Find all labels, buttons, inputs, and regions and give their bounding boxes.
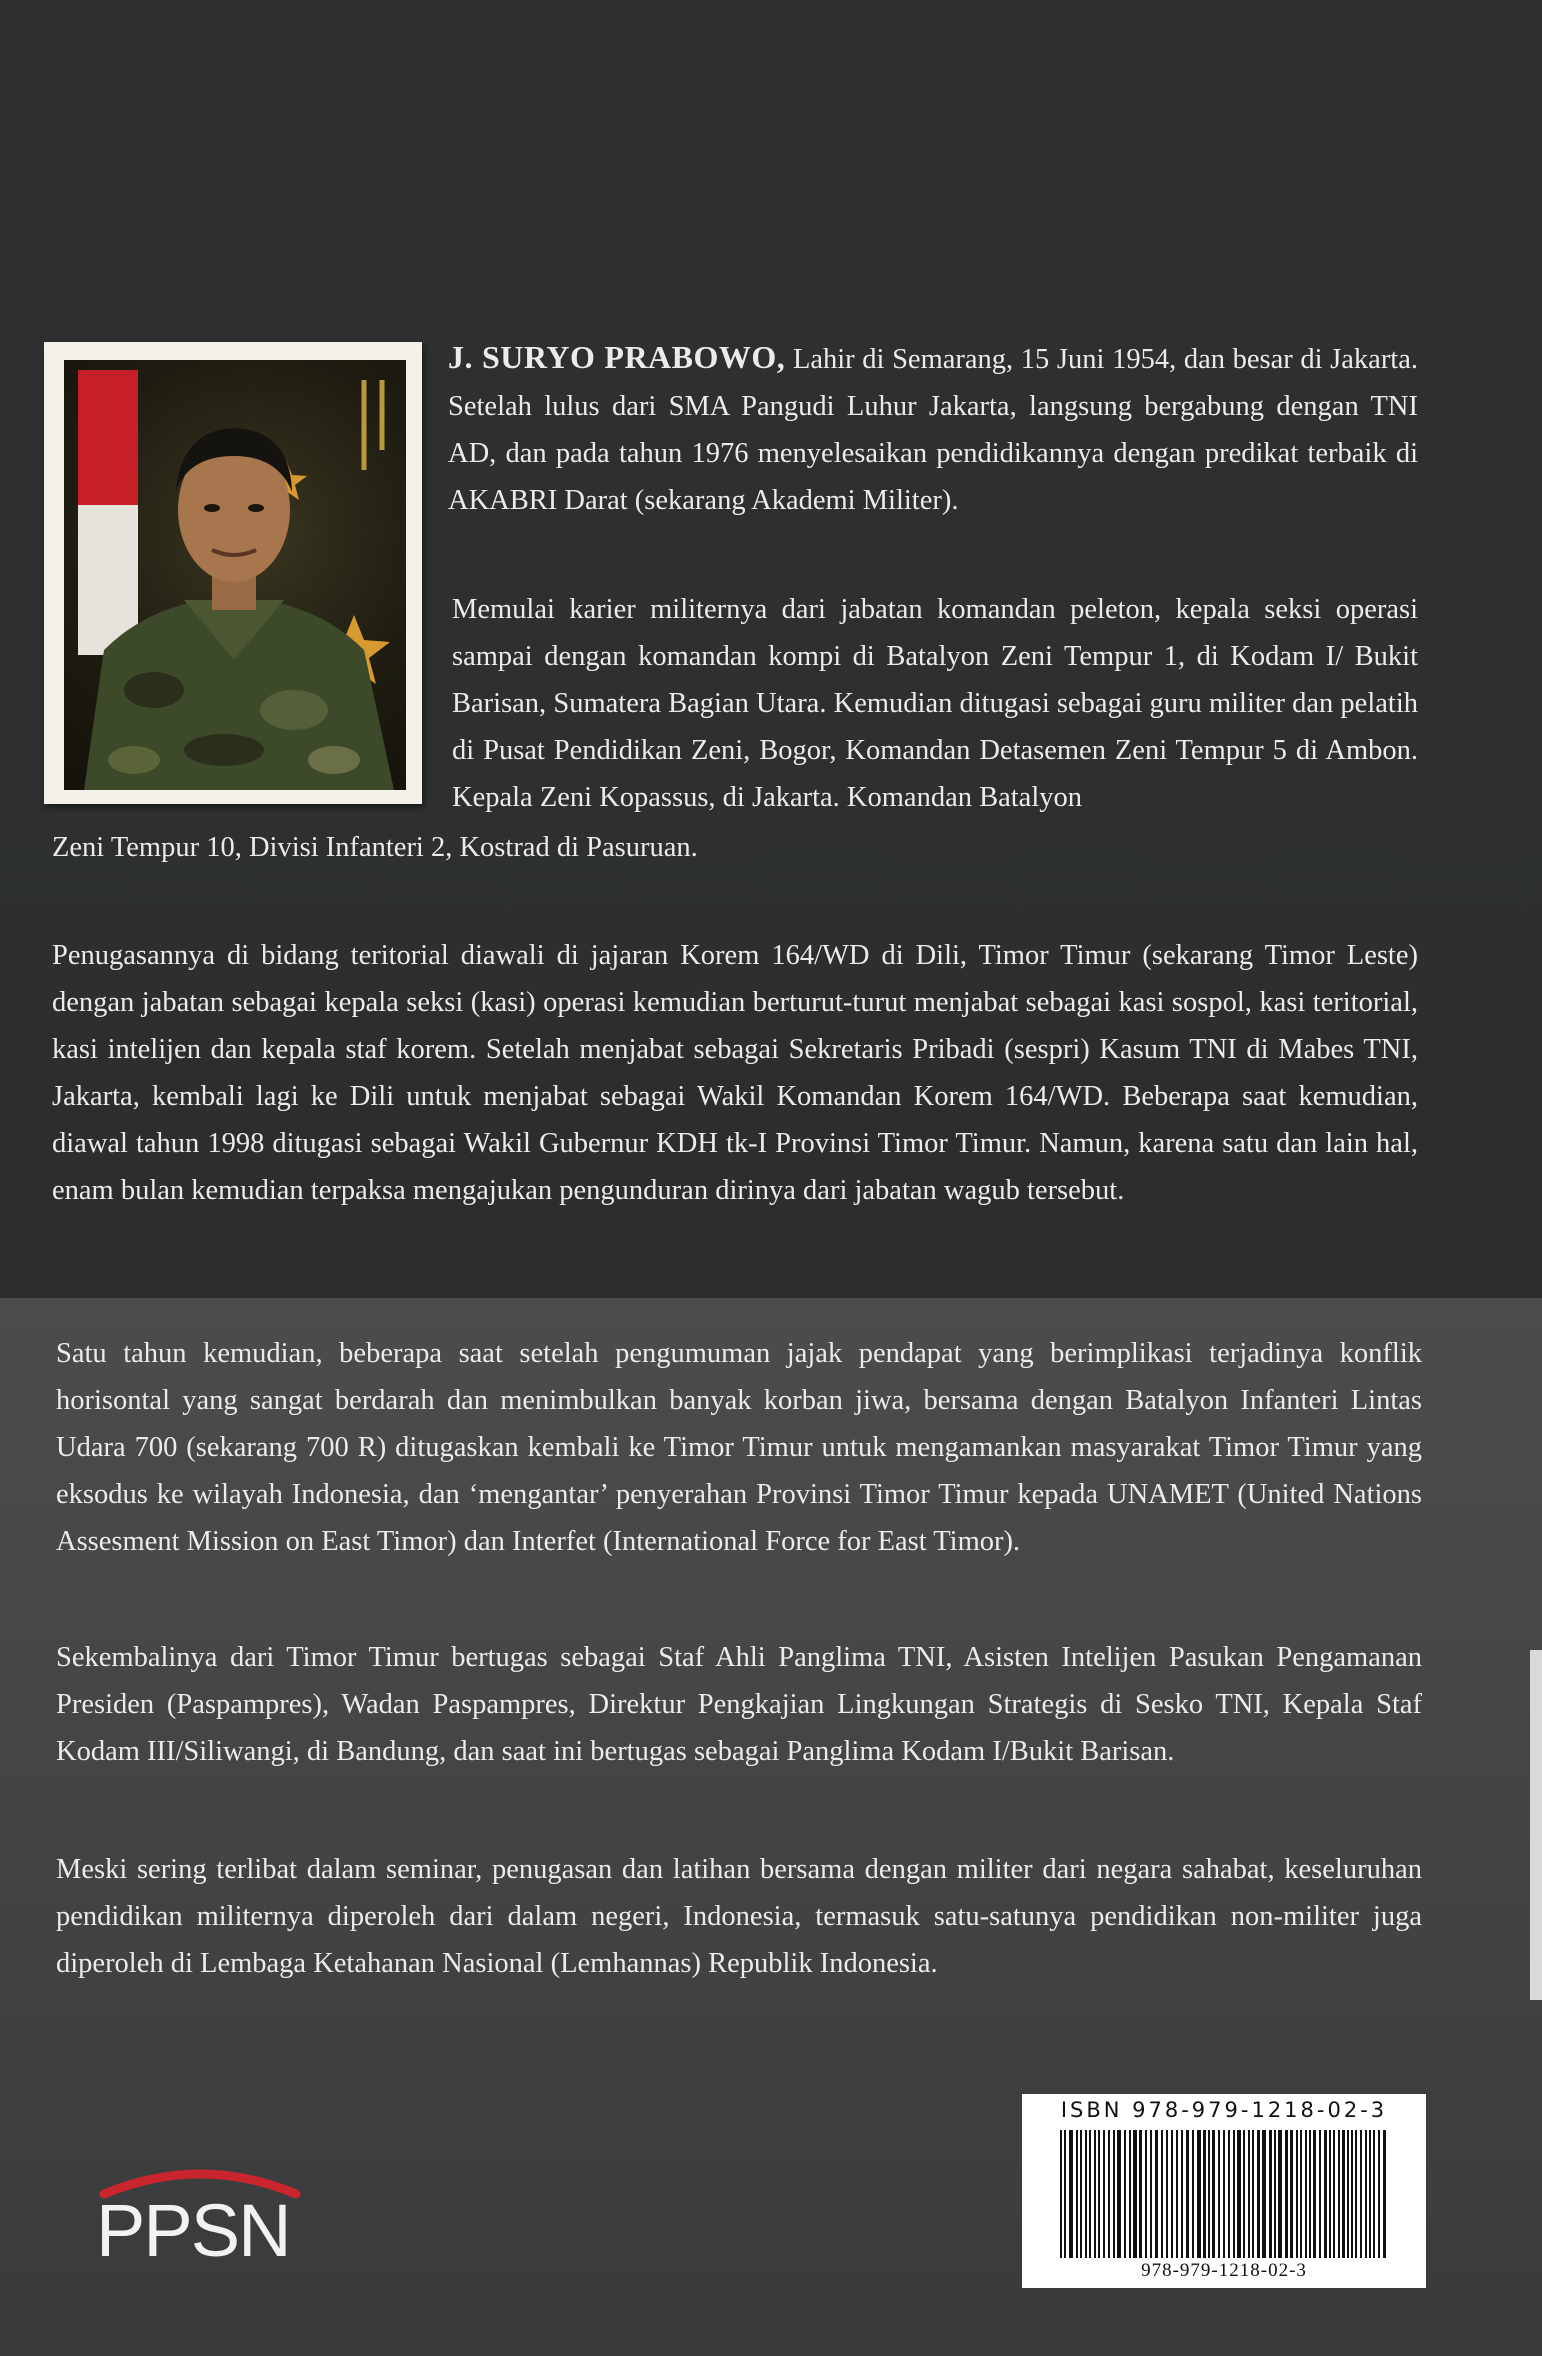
isbn-number-top: ISBN 978-979-1218-02-3 bbox=[1060, 2098, 1388, 2122]
cover-edge-sticker bbox=[1530, 1650, 1542, 2000]
publisher-logo-text: PPSN bbox=[96, 2189, 290, 2272]
isbn-barcode-label bbox=[1022, 2094, 1426, 2288]
publisher-logo bbox=[96, 2160, 306, 2280]
bio-paragraph-positions: Sekembalinya dari Timor Timur bertugas sebagai Staf Ahli Panglima TNI, Asisten Intelijen Pasukan Pengamanan Presiden (Paspampres), Wadan Paspampres, Direktur Pengkajian Lingkungan Strategis di Sesko TNI, Kepala Staf Kodam III/Siliwangi, di Bandung, dan saat ini bertugas sebagai Panglima Kodam I/Bukit Barisan. bbox=[56, 1642, 1422, 1767]
barcode-icon bbox=[1058, 2130, 1390, 2258]
bio-paragraph-career-continued: Zeni Tempur 10, Divisi Infanteri 2, Kostrad di Pasuruan. bbox=[52, 832, 698, 863]
author-name: J. SURYO PRABOWO, bbox=[448, 339, 786, 375]
isbn-number-bottom: 978-979-1218-02-3 bbox=[1141, 2260, 1307, 2281]
author-photo bbox=[64, 360, 406, 790]
bio-paragraph-education: Meski sering terlibat dalam seminar, penugasan dan latihan bersama dengan militer dari negara sahabat, keseluruhan pendidikan militernya diperoleh dari dalam negeri, Indonesia, termasuk satu-satunya pendidikan non-militer juga diperoleh di Lembaga Ketahanan Nasional (Lemhannas) Republik Indonesia. bbox=[56, 1854, 1422, 1979]
bio-paragraph-east-timor: Satu tahun kemudian, beberapa saat setelah pengumuman jajak pendapat yang berimplikasi terjadinya konflik horisontal yang sangat berdarah dan menimbulkan banyak korban jiwa, bersama dengan Batalyon Infanteri Lintas Udara 700 (sekarang 700 R) ditugaskan kembali ke Timor Timur untuk mengamankan masyarakat Timor Timur yang eksodus ke wilayah Indonesia, dan ‘mengantar’ penyerahan Provinsi Timor Timur kepada UNAMET (United Nations Assesment Mission on East Timor) dan Interfet (International Force for East Timor). bbox=[56, 1338, 1422, 1557]
bio-paragraph-intro bbox=[448, 334, 1418, 524]
author-portrait-image bbox=[64, 360, 406, 790]
bio-paragraph-territorial: Penugasannya di bidang teritorial diawali di jajaran Korem 164/WD di Dili, Timor Timur (sekarang Timor Leste) dengan jabatan sebagai kepala seksi (kasi) operasi kemudian berturut-turut menjabat sebagai kasi sospol, kasi teritorial, kasi intelijen dan kepala staf korem. Setelah menjabat sebagai Sekretaris Pribadi (sespri) Kasum TNI di Mabes TNI, Jakarta, kembali lagi ke Dili untuk menjabat sebagai Wakil Komandan Korem 164/WD. Beberapa saat kemudian, diawal tahun 1998 ditugasi sebagai Wakil Gubernur KDH tk-I Provinsi Timor Timur. Namun, karena satu dan lain hal, enam bulan kemudian terpaksa mengajukan pengunduran dirinya dari jabatan wagub tersebut. bbox=[52, 940, 1418, 1206]
bio-intro-text: Lahir di Semarang, 15 Juni 1954, dan besar di Jakarta. Setelah lulus dari SMA Pangudi Luhur Jakarta, langsung bergabung dengan TNI AD, dan pada tahun 1976 menyelesaikan pendidikannya dengan predikat terbaik di AKABRI Darat (sekarang Akademi Militer). bbox=[448, 344, 1418, 516]
bio-paragraph-career: Memulai karier militernya dari jabatan komandan peleton, kepala seksi operasi sampai dengan komandan kompi di Batalyon Zeni Tempur 1, di Kodam I/ Bukit Barisan, Sumatera Bagian Utara. Kemudian ditugasi sebagai guru militer dan pelatih di Pusat Pendidikan Zeni, Bogor, Komandan Detasemen Zeni Tempur 5 di Ambon. Kepala Zeni Kopassus, di Jakarta. Komandan Batalyon bbox=[452, 594, 1418, 813]
